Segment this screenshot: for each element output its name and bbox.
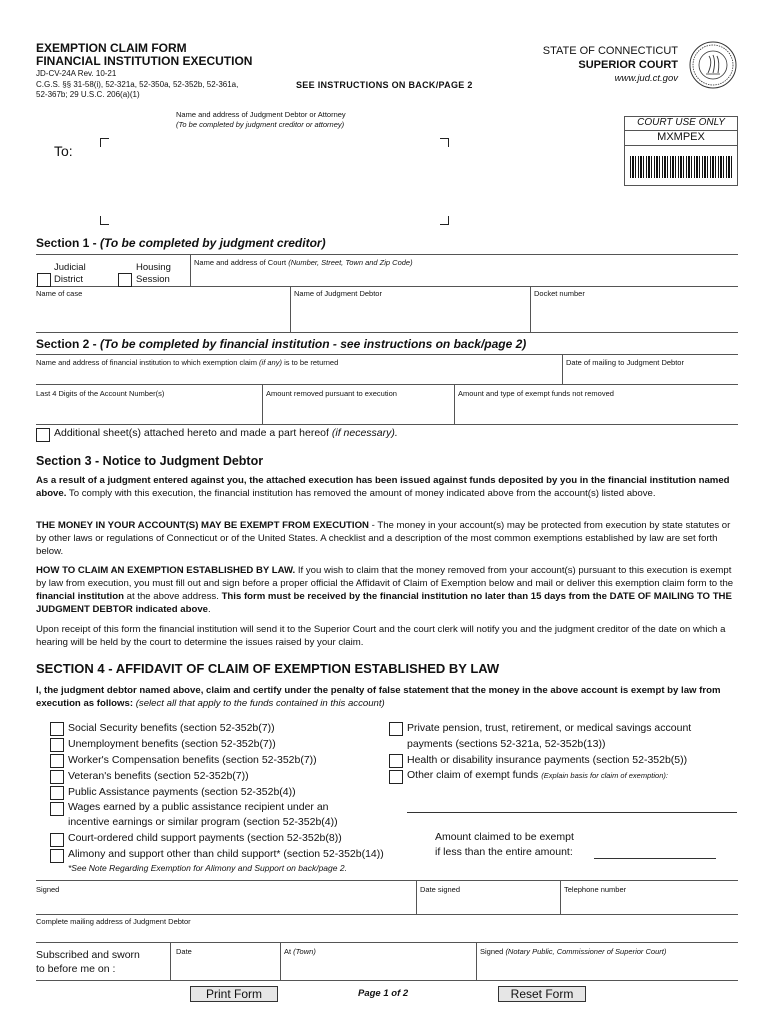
court-use-label: COURT USE ONLY (637, 117, 725, 128)
exemption-item: Wages earned by a public assistance recipient under an (68, 801, 329, 813)
explanation-line[interactable] (407, 812, 737, 813)
additional-sheets-label: Additional sheet(s) attached hereto and made a part hereof (if necessary). (54, 427, 398, 439)
case-name-label: Name of case (36, 289, 83, 298)
divider (36, 980, 738, 981)
section4-heading: SECTION 4 - AFFIDAVIT OF CLAIM OF EXEMPTION ESTABLISHED BY LAW (36, 661, 500, 676)
debtor-name-label: Name of Judgment Debtor (294, 289, 382, 298)
veterans-benefits-checkbox[interactable] (50, 770, 64, 784)
divider (262, 384, 263, 424)
divider (36, 254, 738, 255)
other-claim-checkbox[interactable] (389, 770, 403, 784)
exemption-item: Health or disability insurance payments (section 52-352b(5)) (407, 754, 688, 766)
court-code: MXMPEX (657, 131, 705, 143)
telephone-label: Telephone number (564, 885, 627, 894)
exemption-item: incentive earnings or similar program (section 52-352b(4)) (68, 816, 338, 828)
date-label: Date (176, 947, 192, 956)
exemption-item: Worker's Compensation benefits (section 52-352b(7)) (68, 754, 317, 766)
account-digits-label: Last 4 Digits of the Account Number(s) (36, 389, 165, 398)
affidavit-intro: I, the judgment debtor named above, claim and certify under the penalty of false statement that the money in the above account is exempt by law from execution as follows: (select all that apply to the funds contained in this account) (36, 685, 721, 709)
exemption-item: Veteran's benefits (section 52-352b(7)) (68, 770, 249, 782)
divider (36, 914, 738, 915)
page-number: Page 1 of 2 (358, 988, 409, 999)
state-name: STATE OF CONNECTICUT (542, 45, 678, 57)
exemption-item: Social Security benefits (section 52-352b(7)) (68, 722, 275, 734)
section1-heading: Section 1 - (To be completed by judgment creditor) (36, 236, 326, 250)
divider (560, 880, 561, 914)
section3-heading: Section 3 - Notice to Judgment Debtor (36, 454, 264, 468)
section2-heading: Section 2 - (To be completed by financial institution - see instructions on back/page 2) (36, 337, 527, 351)
housing-session-label: Housing Session (136, 262, 171, 285)
corner-mark (440, 216, 449, 225)
form-number: JD-CV-24A Rev. 10-21 (36, 69, 117, 78)
public-assistance-checkbox[interactable] (50, 786, 64, 800)
exemption-item: Other claim of exempt funds (Explain basis for claim of exemption): (407, 769, 668, 781)
court-address-label: Name and address of Court (Number, Street, Town and Zip Code) (194, 258, 413, 267)
statutes-line1: C.G.S. §§ 31-58(i), 52-321a, 52-350a, 52-352b, 52-361a, (36, 80, 239, 89)
divider (280, 942, 281, 980)
divider (36, 286, 738, 287)
divider (170, 942, 171, 980)
judicial-district-label: Judicial District (54, 262, 86, 285)
amount-claimed-field[interactable] (594, 858, 716, 859)
notice-paragraph-4: Upon receipt of this form the financial institution will send it to the Superior Court and the court clerk will notify you and the judgment creditor of the date on which a hearing will be held by the court to determine the issues raised by your claim. (36, 624, 726, 648)
alimony-checkbox[interactable] (50, 849, 64, 863)
mailing-address-label: Complete mailing address of Judgment Debtor (36, 917, 191, 926)
instructions-note: SEE INSTRUCTIONS ON BACK/PAGE 2 (296, 80, 473, 90)
divider (36, 332, 738, 333)
court-website: www.jud.ct.gov (614, 73, 678, 84)
amount-removed-label: Amount removed pursuant to execution (266, 389, 397, 398)
corner-mark (440, 138, 449, 147)
alimony-note: *See Note Regarding Exemption for Alimony and Support on back/page 2. (68, 863, 347, 873)
statutes-line2: 52-367b; 29 U.S.C. 206(a)(1) (36, 90, 140, 99)
housing-session-checkbox[interactable] (118, 273, 132, 287)
divider (36, 384, 738, 385)
divider (562, 354, 563, 384)
signed-label: Signed (36, 885, 60, 894)
child-support-checkbox[interactable] (50, 833, 64, 847)
exemption-item: Alimony and support other than child support* (section 52-352b(14)) (68, 848, 384, 860)
reset-form-button[interactable]: Reset Form (498, 986, 586, 1002)
exemption-item: Public Assistance payments (section 52-352b(4)) (68, 786, 296, 798)
docket-number-label: Docket number (534, 289, 585, 298)
health-insurance-checkbox[interactable] (389, 754, 403, 768)
divider (36, 942, 738, 943)
address-label: Name and address of Judgment Debtor or Attorney (176, 110, 346, 119)
subscribed-sworn-label: Subscribed and sworn to before me on : (36, 949, 140, 975)
exemption-item: Court-ordered child support payments (section 52-352b(8)) (68, 832, 342, 844)
notice-paragraph-3: HOW TO CLAIM AN EXEMPTION ESTABLISHED BY LAW. If you wish to claim that the money removed from your account(s) pursuant to this execution is exempt by law from execution, you must fill out and sign before a proper official the Affidavit of Claim of Exemption below and mail or deliver this exemption claim form to the financial institution at the above address. This form must be received by the financial institution no later than 15 days from the DATE OF MAILING TO THE JUDGMENT DEBTOR indicated above. (36, 565, 734, 615)
divider (36, 424, 738, 425)
corner-mark (100, 138, 109, 147)
print-form-button[interactable]: Print Form (190, 986, 278, 1002)
exemption-item: Unemployment benefits (section 52-352b(7)) (68, 738, 276, 750)
town-label: At (Town) (284, 947, 316, 956)
wages-assistance-checkbox[interactable] (50, 802, 64, 816)
amount-claimed-label: Amount claimed to be exempt (435, 831, 574, 843)
barcode-icon (630, 156, 732, 178)
divider (454, 384, 455, 424)
exempt-funds-label: Amount and type of exempt funds not removed (458, 389, 614, 398)
address-sublabel: (To be completed by judgment creditor or attorney) (176, 120, 345, 129)
notice-paragraph-2: THE MONEY IN YOUR ACCOUNT(S) MAY BE EXEMPT FROM EXECUTION - The money in your account(s) may be protected from execution by state statutes or by other laws or regulations of Connecticut or of the United States. A checklist and a description of the most common exemptions established by law are set forth below. (36, 520, 731, 557)
divider (36, 880, 738, 881)
corner-mark (100, 216, 109, 225)
divider (624, 145, 738, 146)
notary-signed-label: Signed (Notary Public, Commissioner of Superior Court) (480, 947, 667, 956)
divider (36, 354, 738, 355)
to-label: To: (54, 143, 73, 159)
workers-comp-checkbox[interactable] (50, 754, 64, 768)
unemployment-checkbox[interactable] (50, 738, 64, 752)
court-name: SUPERIOR COURT (578, 59, 678, 71)
institution-address-label: Name and address of financial institution to which exemption claim (if any) is to be returned (36, 358, 339, 367)
form-title: EXEMPTION CLAIM FORM (36, 41, 187, 55)
pension-checkbox[interactable] (389, 722, 403, 736)
state-seal-icon (688, 40, 738, 90)
notice-paragraph-1: As a result of a judgment entered against you, the attached execution has been issued against funds deposited by you in the financial institution named above. To comply with this execution, the financial institution has removed the amount of money indicated above from the account(s) listed above. (36, 475, 730, 499)
divider (416, 880, 417, 914)
mailing-date-label: Date of mailing to Judgment Debtor (566, 358, 684, 367)
additional-sheets-checkbox[interactable] (36, 428, 50, 442)
amount-claimed-sublabel: if less than the entire amount: (435, 846, 573, 858)
date-signed-label: Date signed (420, 885, 461, 894)
divider (530, 286, 531, 332)
exemption-item: payments (sections 52-321a, 52-352b(13)) (407, 738, 606, 750)
judicial-district-checkbox[interactable] (37, 273, 51, 287)
divider (290, 286, 291, 332)
divider (476, 942, 477, 980)
divider (190, 254, 191, 286)
form-subtitle: FINANCIAL INSTITUTION EXECUTION (36, 54, 253, 68)
exemption-item: Private pension, trust, retirement, or medical savings account (407, 722, 692, 734)
social-security-checkbox[interactable] (50, 722, 64, 736)
